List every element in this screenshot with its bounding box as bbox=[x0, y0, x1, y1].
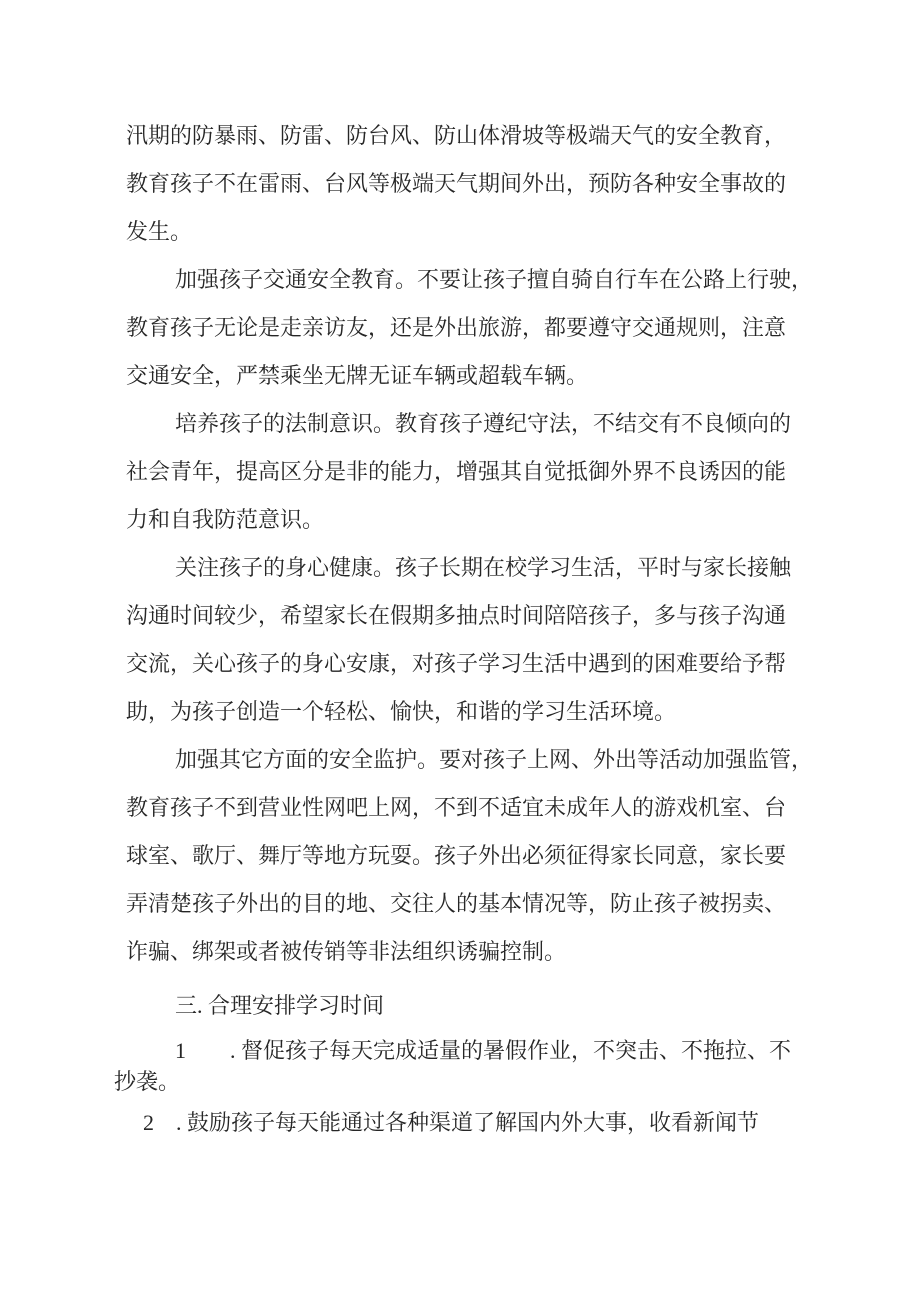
text-line: 抄袭。 bbox=[114, 1069, 181, 1094]
text-line: 力和自我防范意识。 bbox=[126, 507, 325, 532]
text-line: 加强其它方面的安全监护。要对孩子上网、外出等活动加强监管， bbox=[175, 747, 814, 772]
text-line: 关注孩子的身心健康。孩子长期在校学习生活，平时与家长接触 bbox=[175, 555, 792, 580]
text-line: 教育孩子不到营业性网吧上网，不到不适宜未成年人的游戏机室、台 bbox=[126, 795, 787, 820]
text-line: 弄清楚孩子外出的目的地、交往人的基本情况等，防止孩子被拐卖、 bbox=[126, 891, 787, 916]
document-content bbox=[114, 122, 826, 1137]
text-line: 汛期的防暴雨、防雷、防台风、防山体滑坡等极端天气的安全教育， bbox=[126, 123, 787, 148]
text-line: 发生。 bbox=[126, 219, 193, 244]
text-line: 加强孩子交通安全教育。不要让孩子擅自骑自行车在公路上行驶， bbox=[175, 267, 814, 292]
text-line: 交通安全，严禁乘坐无牌无证车辆或超载车辆。 bbox=[126, 363, 589, 388]
text-line: 培养孩子的法制意识。教育孩子遵纪守法，不结交有不良倾向的 bbox=[175, 411, 792, 436]
text-line: 交流，关心孩子的身心安康，对孩子学习生活中遇到的困难要给予帮 bbox=[126, 651, 787, 676]
text-line: 诈骗、绑架或者被传销等非法组织诱骗控制。 bbox=[126, 939, 567, 964]
text-line: 2 . 鼓励孩子每天能通过各种渠道了解国内外大事，收看新闻节 bbox=[143, 1110, 760, 1135]
text-line: 社会青年，提高区分是非的能力，增强其自觉抵御外界不良诱因的能 bbox=[126, 459, 787, 484]
text-line: 教育孩子无论是走亲访友，还是外出旅游，都要遵守交通规则，注意 bbox=[126, 315, 787, 340]
text-line: 1 . 督促孩子每天完成适量的暑假作业，不突击、不拖拉、不 bbox=[175, 1038, 792, 1063]
text-line: 教育孩子不在雷雨、台风等极端天气期间外出，预防各种安全事故的 bbox=[126, 171, 787, 196]
text-line: 三. 合理安排学习时间 bbox=[175, 993, 385, 1018]
text-line: 沟通时间较少，希望家长在假期多抽点时间陪陪孩子，多与孩子沟通 bbox=[126, 603, 787, 628]
text-line: 助，为孩子创造一个轻松、愉快，和谐的学习生活环境。 bbox=[126, 699, 677, 724]
text-line: 球室、歌厅、舞厅等地方玩耍。孩子外出必须征得家长同意，家长要 bbox=[126, 843, 787, 868]
